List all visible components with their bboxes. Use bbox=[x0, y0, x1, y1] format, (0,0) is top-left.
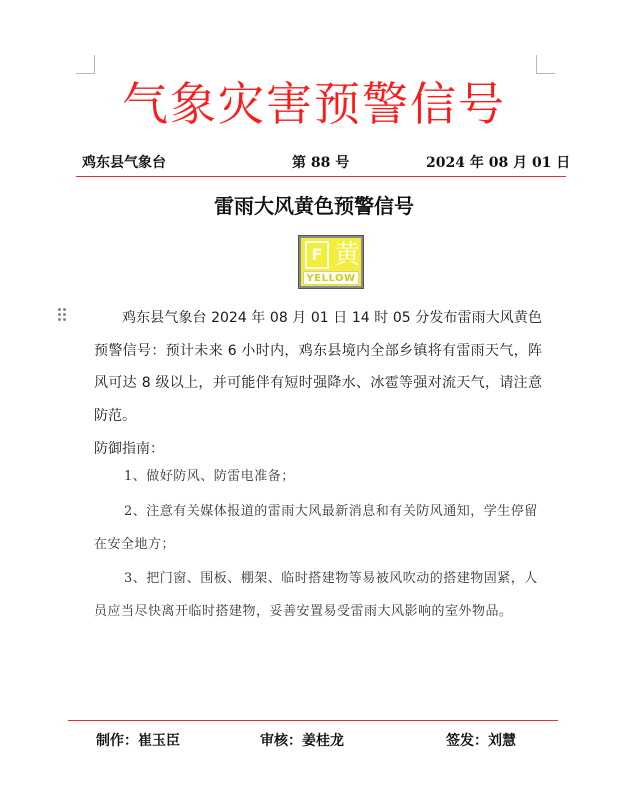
issuer-name: 鸡东县气象台 bbox=[82, 155, 166, 171]
signer-signature: 签发：刘慧 bbox=[446, 733, 516, 749]
signal-level-char: 黄 bbox=[333, 240, 360, 270]
guide-heading: 防御指南： bbox=[94, 441, 164, 457]
guide-item: 1、做好防风、防雷电准备； bbox=[124, 469, 295, 484]
banner-title: 气象灾害预警信号 bbox=[122, 77, 506, 131]
warning-body-paragraph: 鸡东县气象台 2024 年 08 月 01 日 14 时 05 分发布雷雨大风黄色预警信号：预计未来 6 小时内，鸡东县境内全部乡镇将有雷雨天气，阵风可达 8 级以上，并可能伴有短时强降水、冰雹等强对流天气，请注意防范。 bbox=[94, 310, 542, 424]
yellow-warning-signal-icon bbox=[298, 235, 364, 289]
issue-number: 第 88 号 bbox=[292, 155, 350, 171]
wind-flag-icon: F bbox=[305, 241, 329, 269]
guide-item: 2、注意有关媒体报道的雷雨大风最新消息和有关防风通知，学生停留在安全地方； bbox=[94, 504, 538, 552]
reviewer-signature: 审核：姜桂龙 bbox=[260, 733, 344, 749]
issue-date: 2024 年 08 月 01 日 bbox=[426, 155, 571, 171]
document-title: 雷雨大风黄色预警信号 bbox=[214, 194, 414, 218]
guide-item: 3、把门窗、围板、棚架、临时搭建物等易被风吹动的搭建物固紧，人员应当尽快离开临时搭建物，妥善安置易受雷雨大风影响的室外物品。 bbox=[94, 571, 538, 619]
header-divider bbox=[76, 176, 566, 177]
paragraph-drag-handle-icon[interactable] bbox=[58, 308, 66, 322]
producer-signature: 制作：崔玉臣 bbox=[96, 733, 180, 749]
footer-divider bbox=[68, 720, 558, 721]
signal-level-word: YELLOW bbox=[303, 271, 359, 285]
